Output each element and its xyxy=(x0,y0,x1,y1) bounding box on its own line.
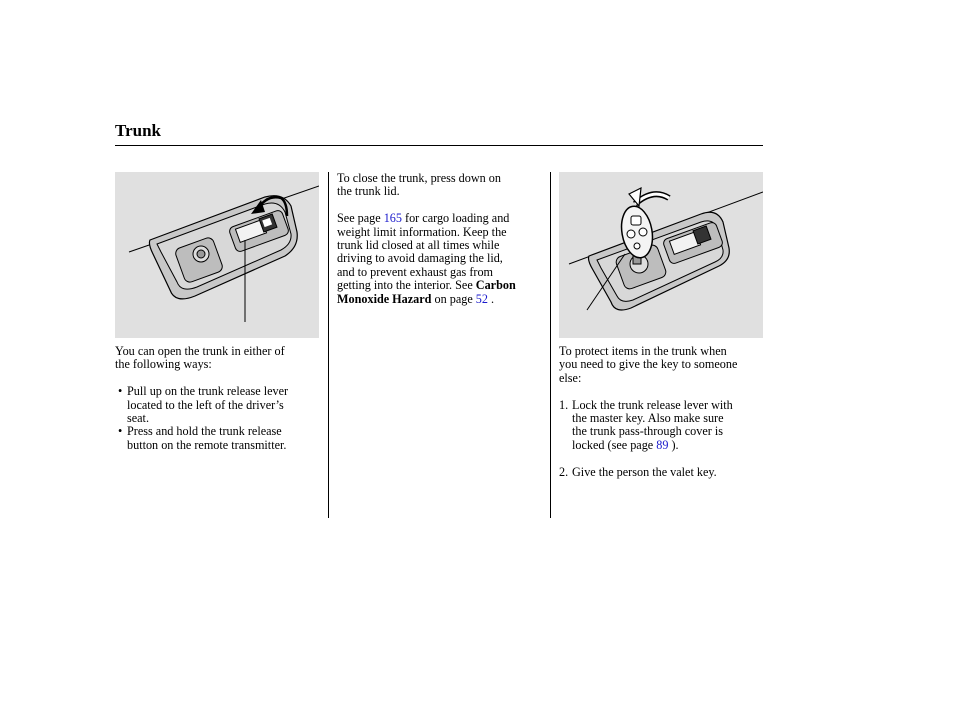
close-line: the trunk lid. xyxy=(337,184,400,199)
cargo-line: See page 165 for cargo loading and xyxy=(337,211,510,226)
column-divider xyxy=(328,172,329,518)
closing-trunk-section xyxy=(337,172,542,306)
step-number: 2. xyxy=(559,464,569,479)
bullet-dot: • xyxy=(118,424,123,439)
bullet-line: button on the remote transmitter. xyxy=(127,437,287,452)
page-title: Trunk xyxy=(115,121,161,140)
bullet-item xyxy=(115,385,320,425)
ways-to-open-section xyxy=(115,345,320,452)
body-line: Monoxide Hazard on page 52 . xyxy=(337,291,495,306)
valet-key-section xyxy=(559,345,769,479)
step-line: the master key. Also make sure xyxy=(572,411,724,426)
step-number: 1. xyxy=(559,397,569,412)
protect-line: you need to give the key to someone xyxy=(559,357,738,372)
body-line: getting into the interior. See Carbon xyxy=(337,278,516,293)
step-item xyxy=(559,399,769,453)
bullet-dot: • xyxy=(118,384,123,399)
bullet-line: located to the left of the driver’s xyxy=(127,397,284,412)
cargo-page-link[interactable]: 165 xyxy=(383,211,402,226)
bullet-line: Press and hold the trunk release xyxy=(127,424,282,439)
step-line: locked (see page 89 ). xyxy=(572,437,679,452)
carbon-bold: Carbon xyxy=(475,278,516,293)
step-line: the trunk pass-through cover is xyxy=(572,424,723,439)
body-line: trunk lid closed at all times while xyxy=(337,238,500,253)
hazard-bold: Monoxide Hazard xyxy=(337,291,432,306)
trunk-release-lever-illustration xyxy=(115,172,319,338)
protect-line: else: xyxy=(559,370,582,385)
close-line: To close the trunk, press down on xyxy=(337,171,501,185)
step-line: Give the person the valet key. xyxy=(572,464,717,479)
bullet-line: seat. xyxy=(127,411,149,426)
body-line: and to prevent exhaust gas from xyxy=(337,264,494,279)
title-rule xyxy=(115,145,763,146)
step-line: Lock the trunk release lever with xyxy=(572,397,733,412)
master-key-lock-illustration xyxy=(559,172,763,338)
trunk-release-lever-figure xyxy=(115,172,319,338)
body-line: weight limit information. Keep the xyxy=(337,224,507,239)
bullet-item xyxy=(115,425,320,452)
lock-page-link[interactable]: 89 xyxy=(656,437,669,452)
protect-line: To protect items in the trunk when xyxy=(559,344,727,358)
master-key-lock-figure xyxy=(559,172,763,338)
intro-line: You can open the trunk in either of xyxy=(115,344,285,358)
step-item xyxy=(559,466,769,479)
hazard-page-link[interactable]: 52 xyxy=(475,291,488,306)
body-line: driving to avoid damaging the lid, xyxy=(337,251,503,266)
column-divider xyxy=(550,172,551,518)
intro-line: the following ways: xyxy=(115,357,212,372)
bullet-line: Pull up on the trunk release lever xyxy=(127,384,289,399)
